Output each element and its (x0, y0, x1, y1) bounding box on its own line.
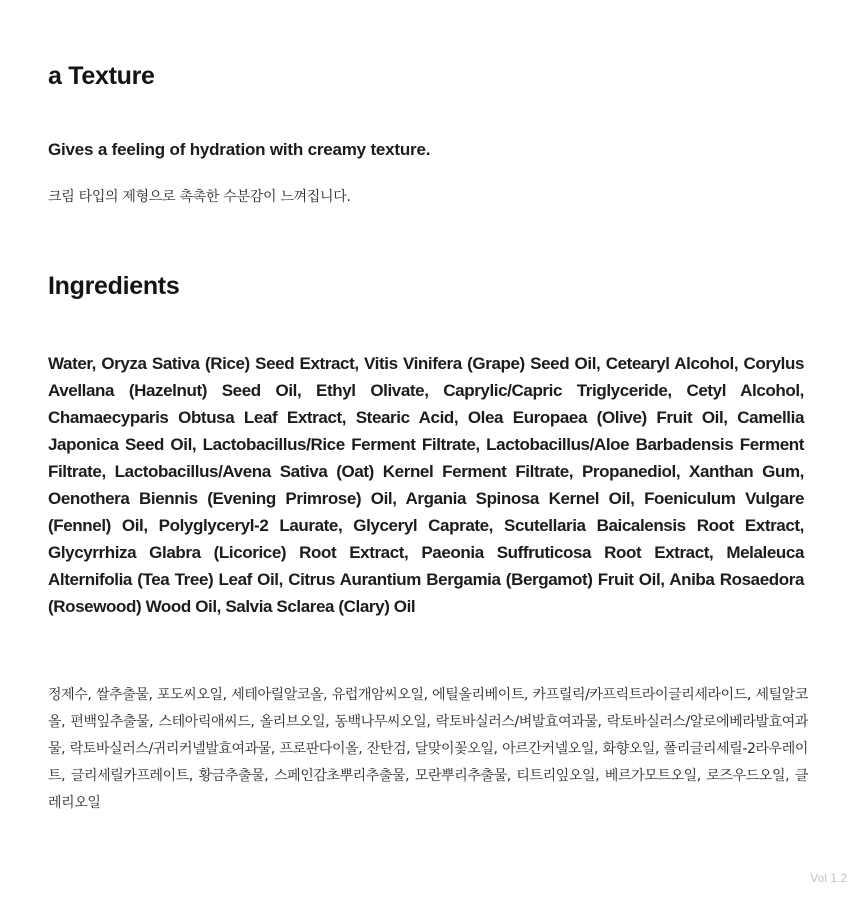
texture-description-en: Gives a feeling of hydration with creamy texture. (48, 140, 431, 159)
ingredients-list-en: Water, Oryza Sativa (Rice) Seed Extract, Vitis Vinifera (Grape) Seed Oil, Cetearyl Alcohol, Corylus Avellana (Hazelnut) Seed Oil, Ethyl Olivate, Caprylic/Capric Triglyceride, Cetyl Alcohol, Chamaecyparis Obtusa Leaf Extract, Stearic Acid, Olea Europaea (Olive) Fruit Oil, Camellia Japonica Seed Oil, Lactobacillus/Rice Ferment Filtrate, Lactobacillus/Aloe Barbadensis Ferment Filtrate, Lactobacillus/Avena Sativa (Oat) Kernel Ferment Filtrate, Propanediol, Xanthan Gum, Oenothera Biennis (Evening Primrose) Oil, Argania Spinosa Kernel Oil, Foeniculum Vulgare (Fennel) Oil, Polyglyceryl-2 Laurate, Glyceryl Caprate, Scutellaria Baicalensis Root Extract, Glycyrrhiza Glabra (Licorice) Root Extract, Paeonia Suffruticosa Root Extract, Melaleuca Alternifolia (Tea Tree) Leaf Oil, Citrus Aurantium Bergamia (Bergamot) Fruit Oil, Aniba Rosaedora (Rosewood) Wood Oil, Salvia Sclarea (Clary) Oil (48, 354, 804, 616)
ingredients-heading: Ingredients (48, 272, 180, 300)
version-label: Vol 1.2 (810, 871, 847, 885)
texture-description-ko: 크림 타입의 제형으로 촉촉한 수분감이 느껴집니다. (48, 189, 351, 205)
ingredients-list-ko: 정제수, 쌀추출물, 포도씨오일, 세테아릴알코올, 유럽개암씨오일, 에틸올리베이트, 카프릴릭/카프릭트라이글리세라이드, 세틸알코올, 편백잎추출물, 스테아릭애씨드, 올리브오일, 동백나무씨오일, 락토바실러스/벼발효여과물, 락토바실러스/알로에베라발효여과물, 락토바실러스/귀리커넬발효여과물, 프로판다이올, 잔탄검, 달맞이꽃오일, 아르간커넬오일, 화향오일, 폴리글리세릴-2라우레이트, 글리세릴카프레이트, 황금추출물, 스페인감초뿌리추출물, 모란뿌리추출물, 티트리잎오일, 베르가모트오일, 로즈우드오일, 클레리오일 (48, 687, 808, 811)
texture-heading: a Texture (48, 62, 155, 90)
